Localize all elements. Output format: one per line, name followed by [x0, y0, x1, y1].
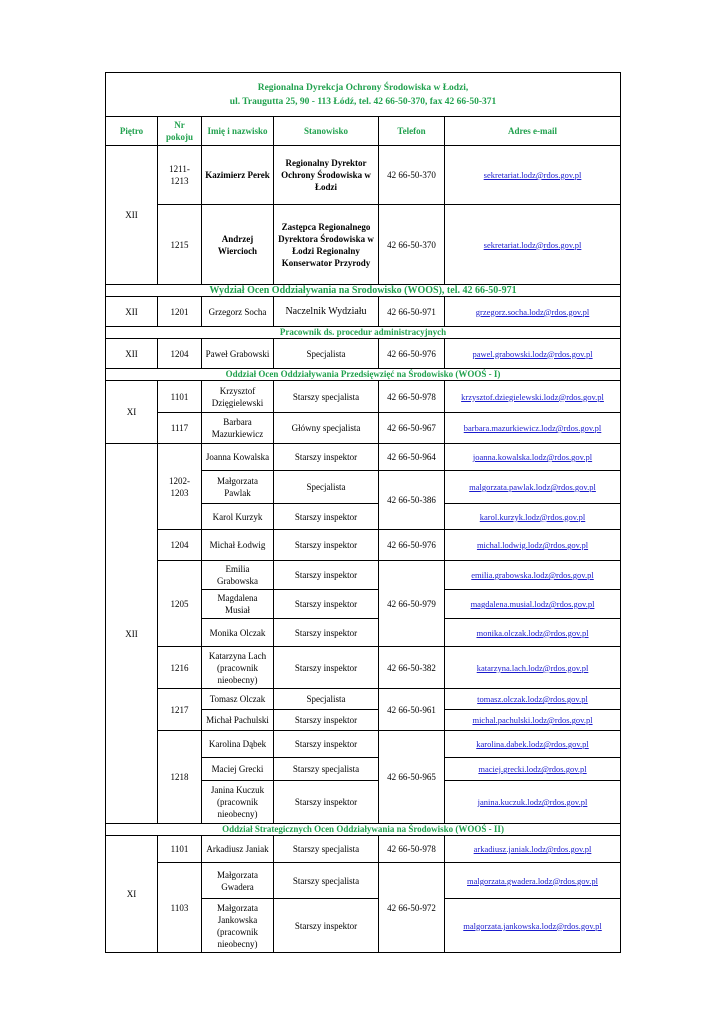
room-cell: 1204 [158, 530, 202, 561]
email-cell[interactable] [445, 444, 621, 471]
position-cell: Starszy specjalista [274, 863, 379, 899]
table-row [106, 297, 621, 327]
email-link[interactable]: malgorzata.pawlak.lodz@rdos.gov.pl [469, 482, 596, 492]
email-link[interactable]: emilia.grabowska.lodz@rdos.gov.pl [471, 570, 594, 580]
name-cell: Michał Łodwig [202, 530, 274, 561]
table-row [106, 413, 621, 444]
phone-cell: 42 66-50-965 [379, 731, 445, 824]
email-cell[interactable] [445, 619, 621, 647]
email-link[interactable]: michal.pachulski.lodz@rdos.gov.pl [472, 715, 593, 725]
email-cell[interactable] [445, 471, 621, 504]
email-cell[interactable] [445, 504, 621, 530]
name-cell: Joanna Kowalska [202, 444, 274, 471]
email-link[interactable]: krzysztof.dziegielewski.lodz@rdos.gov.pl [461, 391, 604, 402]
email-cell[interactable] [445, 689, 621, 710]
room-cell: 1201 [158, 297, 202, 327]
phone-cell: 42 66-50-976 [379, 530, 445, 561]
col-room: Nr pokoju [158, 117, 202, 146]
phone-cell: 42 66-50-979 [379, 561, 445, 647]
table-row [106, 339, 621, 369]
position-cell: Starszy inspektor [274, 710, 379, 731]
name-cell: Karolina Dąbek [202, 731, 274, 758]
email-cell[interactable] [445, 781, 621, 824]
room-cell: 1217 [158, 689, 202, 731]
table-row [106, 530, 621, 561]
name-cell: Barbara Mazurkiewicz [202, 413, 274, 444]
floor-cell: XII [106, 444, 158, 824]
email-link[interactable]: malgorzata.gwadera.lodz@rdos.gov.pl [467, 875, 598, 886]
col-email: Adres e-mail [445, 117, 621, 146]
phone-cell: 42 66-50-967 [379, 413, 445, 444]
email-link[interactable]: katarzyna.lach.lodz@rdos.gov.pl [476, 662, 589, 673]
email-cell[interactable] [445, 297, 621, 327]
email-link[interactable]: malgorzata.jankowska.lodz@rdos.gov.pl [463, 920, 602, 931]
position-cell: Regionalny Dyrektor Ochrony Środowiska w Łodzi [274, 146, 379, 205]
position-cell: Starszy inspektor [274, 561, 379, 590]
position-cell: Starszy specjalista [274, 381, 379, 413]
table-row [106, 561, 621, 590]
room-cell: 1218 [158, 731, 202, 824]
position-cell: Starszy inspektor [274, 899, 379, 953]
name-cell: Andrzej Wiercioch [202, 205, 274, 285]
position-cell: Naczelnik Wydziału [274, 297, 379, 327]
floor-cell: XII [106, 297, 158, 327]
section-title-woos2: Oddział Strategicznych Ocen Oddziaływania na Środowisko (WOOŚ - II) [106, 824, 621, 836]
phone-cell: 42 66-50-972 [379, 863, 445, 953]
email-link[interactable]: sekretariat.lodz@rdos.gov.pl [483, 239, 582, 250]
room-cell: 1205 [158, 561, 202, 647]
email-link[interactable]: karolina.dabek.lodz@rdos.gov.pl [476, 739, 589, 749]
email-link[interactable]: barbara.mazurkiewicz.lodz@rdos.gov.pl [463, 423, 602, 433]
contact-table [105, 72, 621, 953]
table-title [106, 73, 621, 117]
name-cell: Michał Pachulski [202, 710, 274, 731]
column-header-row [106, 117, 621, 146]
email-link[interactable]: tomasz.olczak.lodz@rdos.gov.pl [477, 694, 588, 704]
position-cell: Specjalista [274, 471, 379, 504]
room-cell: 1211- 1213 [158, 146, 202, 205]
room-cell: 1204 [158, 339, 202, 369]
email-cell[interactable] [445, 758, 621, 781]
floor-cell: XI [106, 836, 158, 953]
name-cell: Magdalena Musiał [202, 590, 274, 619]
name-cell: Małgorzata Gwadera [202, 863, 274, 899]
email-cell[interactable] [445, 863, 621, 899]
name-cell: Grzegorz Socha [202, 297, 274, 327]
phone-cell: 42 66-50-971 [379, 297, 445, 327]
floor-cell: XI [106, 381, 158, 444]
position-cell: Zastępca Regionalnego Dyrektora Środowiska w Łodzi Regionalny Konserwator Przyrody [274, 205, 379, 285]
name-cell: Małgorzata Pawlak [202, 471, 274, 504]
email-link[interactable]: michal.lodwig.lodz@rdos.gov.pl [476, 540, 589, 550]
name-cell: Karol Kurzyk [202, 504, 274, 530]
phone-cell: 42 66-50-382 [379, 647, 445, 689]
email-cell[interactable] [445, 836, 621, 863]
name-cell: Maciej Grecki [202, 758, 274, 781]
table-row [106, 444, 621, 471]
email-cell[interactable] [445, 339, 621, 369]
email-link[interactable]: pawel.grabowski.lodz@rdos.gov.pl [472, 348, 593, 359]
email-cell[interactable] [445, 710, 621, 731]
col-phone: Telefon [379, 117, 445, 146]
room-cell: 1103 [158, 863, 202, 953]
room-cell: 1101 [158, 381, 202, 413]
name-cell: Krzysztof Dzięgielewski [202, 381, 274, 413]
room-cell: 1117 [158, 413, 202, 444]
position-cell: Starszy specjalista [274, 758, 379, 781]
name-cell: Janina Kuczuk (pracownik nieobecny) [202, 781, 274, 824]
position-cell: Specjalista [274, 689, 379, 710]
table-row [106, 381, 621, 413]
position-cell: Specjalista [274, 339, 379, 369]
section-title-woos: Wydział Ocen Oddziaływania na Środowisko (WOOŚ), tel. 42 66-50-971 [106, 285, 621, 297]
position-cell: Główny specjalista [274, 413, 379, 444]
position-cell: Starszy specjalista [274, 836, 379, 863]
name-cell: Tomasz Olczak [202, 689, 274, 710]
email-cell[interactable] [445, 561, 621, 590]
phone-cell: 42 66-50-964 [379, 444, 445, 471]
email-link[interactable]: karol.kurzyk.lodz@rdos.gov.pl [479, 511, 586, 522]
phone-cell: 42 66-50-978 [379, 381, 445, 413]
name-cell: Paweł Grabowski [202, 339, 274, 369]
position-cell: Starszy inspektor [274, 781, 379, 824]
name-cell: Kazimierz Perek [202, 146, 274, 205]
phone-cell: 42 66-50-370 [379, 205, 445, 285]
email-link[interactable]: arkadiusz.janiak.lodz@rdos.gov.pl [473, 844, 592, 854]
room-cell: 1216 [158, 647, 202, 689]
table-row [106, 689, 621, 710]
table-row [106, 863, 621, 899]
room-cell: 1101 [158, 836, 202, 863]
col-name: Imię i nazwisko [202, 117, 274, 146]
phone-cell: 42 66-50-976 [379, 339, 445, 369]
section-title-admin: Pracownik ds. procedur administracyjnych [106, 327, 621, 339]
title-line1: Regionalna Dyrekcja Ochrony Środowiska w Łodzi, [257, 82, 469, 93]
email-link[interactable]: monika.olczak.lodz@rdos.gov.pl [476, 627, 589, 638]
position-cell: Starszy inspektor [274, 444, 379, 471]
col-floor: Piętro [106, 117, 158, 146]
phone-cell: 42 66-50-386 [379, 471, 445, 530]
email-cell[interactable] [445, 205, 621, 285]
email-cell[interactable] [445, 731, 621, 758]
email-link[interactable]: janina.kuczuk.lodz@rdos.gov.pl [477, 797, 588, 807]
position-cell: Starszy inspektor [274, 647, 379, 689]
name-cell: Monika Olczak [202, 619, 274, 647]
email-cell[interactable] [445, 530, 621, 561]
email-link[interactable]: magdalena.musial.lodz@rdos.gov.pl [470, 599, 595, 609]
name-cell: Arkadiusz Janiak [202, 836, 274, 863]
email-link[interactable]: sekretariat.lodz@rdos.gov.pl [483, 170, 582, 180]
table-row [106, 731, 621, 758]
email-cell[interactable] [445, 590, 621, 619]
floor-cell: XII [106, 146, 158, 285]
phone-cell: 42 66-50-370 [379, 146, 445, 205]
name-cell: Emilia Grabowska [202, 561, 274, 590]
name-cell: Katarzyna Lach (pracownik nieobecny) [202, 647, 274, 689]
section-title-woos1: Oddział Ocen Oddziaływania Przedsięwzięć na Środowisko (WOOŚ - I) [106, 369, 621, 381]
email-cell[interactable] [445, 413, 621, 444]
room-cell: 1215 [158, 205, 202, 285]
email-link[interactable]: joanna.kowalska.lodz@rdos.gov.pl [472, 452, 593, 462]
title-line2: ul. Traugutta 25, 90 - 113 Łódź, tel. 42 66-50-370, fax 42 66-50-371 [229, 96, 497, 107]
col-position: Stanowisko [274, 117, 379, 146]
email-cell[interactable] [445, 381, 621, 413]
position-cell: Starszy inspektor [274, 504, 379, 530]
table-row [106, 836, 621, 863]
email-cell[interactable] [445, 647, 621, 689]
position-cell: Starszy inspektor [274, 619, 379, 647]
position-cell: Starszy inspektor [274, 731, 379, 758]
email-link[interactable]: maciej.grecki.lodz@rdos.gov.pl [478, 764, 587, 774]
phone-cell: 42 66-50-978 [379, 836, 445, 863]
phone-cell: 42 66-50-961 [379, 689, 445, 731]
email-cell[interactable] [445, 146, 621, 205]
email-cell[interactable] [445, 899, 621, 953]
table-row [106, 146, 621, 205]
table-row [106, 205, 621, 285]
email-link[interactable]: grzegorz.socha.lodz@rdos.gov.pl [475, 306, 590, 317]
table-row [106, 647, 621, 689]
floor-cell: XII [106, 339, 158, 369]
name-cell: Małgorzata Jankowska (pracownik nieobecny) [202, 899, 274, 953]
room-cell: 1202- 1203 [158, 444, 202, 530]
position-cell: Starszy inspektor [274, 590, 379, 619]
position-cell: Starszy inspektor [274, 530, 379, 561]
